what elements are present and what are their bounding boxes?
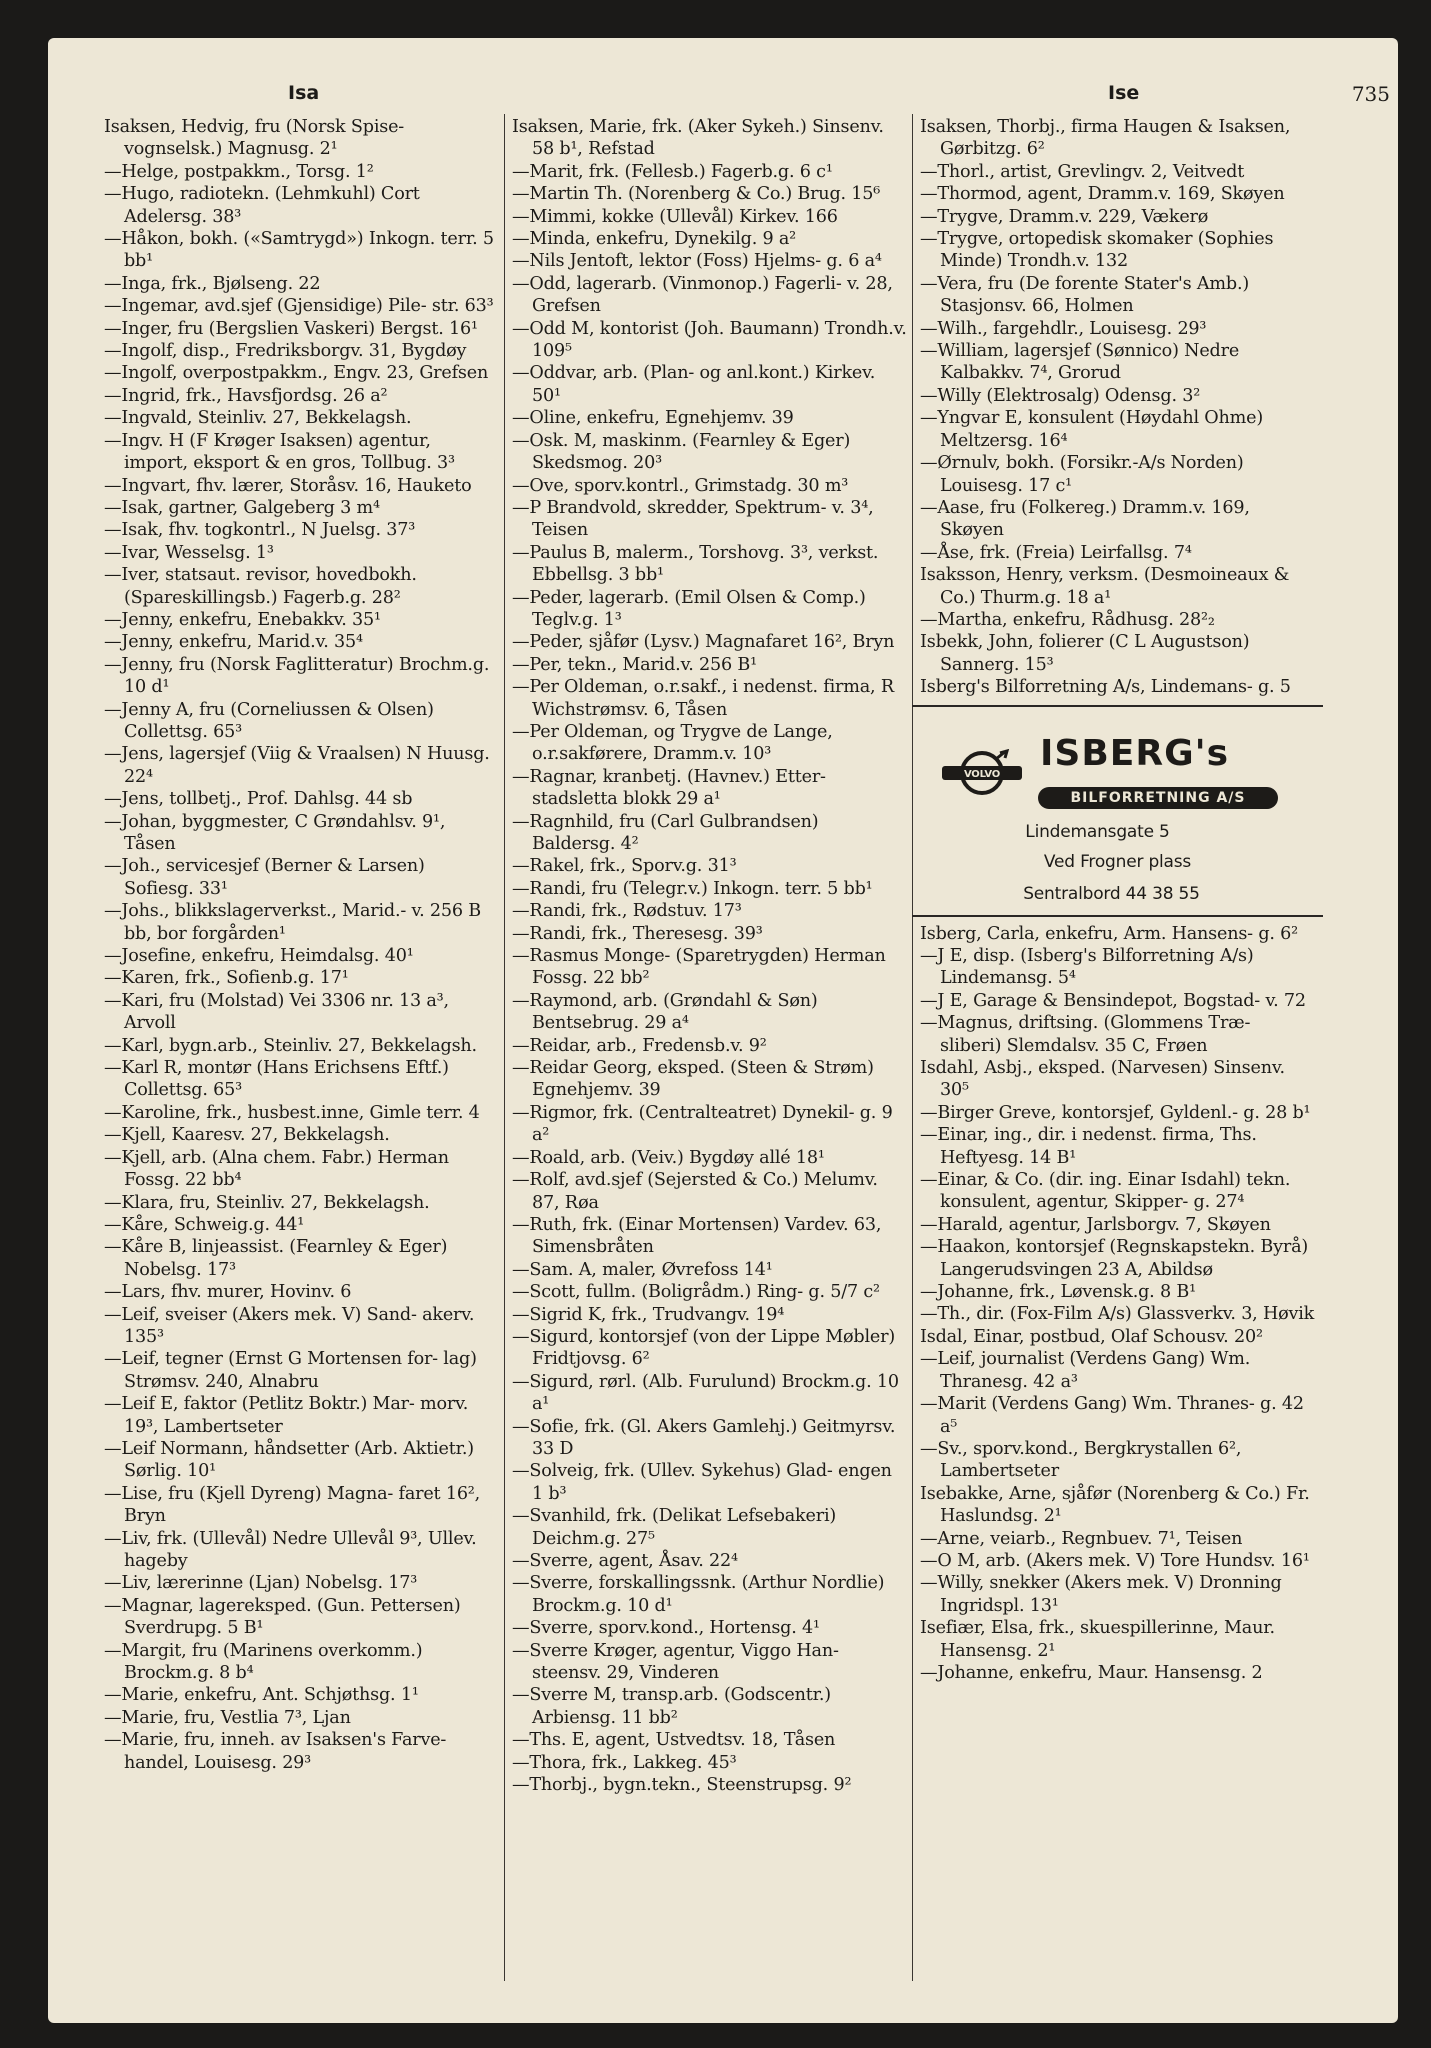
directory-entry: Isaksson, Henry, verksm. (Desmoineaux & Co.) Thurm.g. 18 a¹: [920, 565, 1290, 608]
directory-entry: Isebakke, Arne, sjåfør (Norenberg & Co.) Fr. Haslundsg. 2¹: [920, 1483, 1310, 1527]
directory-entry: —Ingrid, frk., Havsfjordsg. 26 a²: [104, 385, 388, 406]
directory-entry: —Ove, sporv.kontrl., Grimstadg. 30 m³: [512, 475, 849, 496]
directory-entry: —Randi, frk., Theresesg. 39³: [512, 923, 763, 944]
emblem-text: VOLVO: [963, 768, 1001, 780]
directory-entry: —Jens, tollbetj., Prof. Dahlsg. 44 sb: [104, 789, 413, 810]
column-divider: [912, 114, 913, 1981]
ad-address: Lindemansgate 5: [1025, 821, 1170, 842]
running-head-right: Ise: [1108, 82, 1140, 104]
directory-entry: —Reidar Georg, eksped. (Steen & Strøm) Egnehjemv. 39: [512, 1058, 874, 1101]
directory-entry: —Thormod, agent, Dramm.v. 169, Skøyen: [920, 184, 1285, 205]
directory-entry: —Sam. A, maler, Øvrefoss 14¹: [512, 1259, 773, 1280]
directory-entry: —Per, tekn., Marid.v. 256 B¹: [512, 654, 757, 675]
directory-entry: —O M, arb. (Akers mek. V) Tore Hundsv. 16¹: [920, 1550, 1310, 1571]
directory-entry: —Raymond, arb. (Grøndahl & Søn) Bentsebrug. 29 a⁴: [512, 990, 818, 1034]
directory-entry: —Einar, ing., dir. i nedenst. firma, Ths. Heftyesg. 14 B¹: [920, 1125, 1257, 1168]
directory-entry: —Solveig, frk. (Ullev. Sykehus) Glad- engen 1 b³: [512, 1461, 892, 1504]
column-1: [104, 116, 499, 1774]
directory-entry: —Ørnulv, bokh. (Forsikr.-A/s Norden) Louisesg. 17 c¹: [920, 453, 1244, 496]
directory-entry: —Rakel, frk., Sporv.g. 31³: [512, 856, 737, 877]
directory-entry: —Einar, & Co. (dir. ing. Einar Isdahl) tekn. konsulent, agentur, Skipper- g. 27⁴: [920, 1170, 1291, 1213]
directory-entry: —Per Oldeman, og Trygve de Lange, o.r.sakførere, Dramm.v. 10³: [512, 721, 833, 765]
directory-entry: —Margit, fru (Marinens overkomm.) Brockm.g. 8 b⁴: [104, 1640, 423, 1684]
directory-entry: —Sverre, agent, Åsav. 22⁴: [512, 1551, 738, 1571]
directory-entry: —Johanne, frk., Løvensk.g. 8 B¹: [920, 1282, 1196, 1303]
directory-entry: —Rolf, avd.sjef (Sejersted & Co.) Melumv. 87, Røa: [512, 1170, 878, 1213]
page-number: 735: [1351, 82, 1390, 106]
directory-entry: —Oddvar, arb. (Plan- og anl.kont.) Kirkev. 50¹: [512, 363, 876, 406]
directory-entry: —Sverre Krøger, agentur, Viggo Han- steensv. 29, Vinderen: [512, 1640, 839, 1684]
directory-entry: —Randi, frk., Rødstuv. 17³: [512, 901, 742, 922]
directory-entry: —Kjell, Kaaresv. 27, Bekkelagsh.: [104, 1125, 390, 1146]
directory-entry: —Jens, lagersjef (Viig & Vraalsen) N Huusg. 22⁴: [104, 744, 490, 787]
directory-entry: Isdal, Einar, postbud, Olaf Schousv. 20²: [920, 1326, 1263, 1347]
running-head-left: Isa: [288, 82, 320, 104]
directory-entry: —Liv, frk. (Ullevål) Nedre Ullevål 9³, Ullev. hageby: [104, 1528, 477, 1571]
directory-entry: —Karoline, frk., husbest.inne, Gimle terr. 4: [104, 1102, 480, 1123]
directory-entry: —J E, Garage & Bensindepot, Bogstad- v. 72: [920, 990, 1306, 1011]
directory-entry: —Reidar, arb., Fredensb.v. 9²: [512, 1035, 767, 1056]
directory-entry: Isefiær, Elsa, frk., skuespillerinne, Maur. Hansensg. 2¹: [920, 1618, 1275, 1661]
directory-entry: —Per Oldeman, o.r.sakf., i nedenst. firma, R Wichstrømsv. 6, Tåsen: [512, 677, 894, 720]
directory-entry: Isberg's Bilforretning A/s, Lindemans- g. 5: [920, 677, 1291, 698]
directory-entry: —Kjell, arb. (Alna chem. Fabr.) Herman Fossg. 22 bb⁴: [104, 1147, 449, 1191]
ad-phone: Sentralbord 44 38 55: [1023, 883, 1200, 904]
directory-entry: —Åse, frk. (Freia) Leirfallsg. 7⁴: [920, 542, 1192, 563]
directory-entry: —Rigmor, frk. (Centralteatret) Dynekil- g. 9 a²: [512, 1102, 893, 1146]
directory-entry: —Isak, fhv. togkontrl., N Juelsg. 37³: [104, 520, 416, 541]
directory-entry: —Birger Greve, kontorsjef, Gyldenl.- g. 28 b¹: [920, 1102, 1311, 1123]
directory-entry: —Jenny A, fru (Corneliussen & Olsen) Collettsg. 65³: [104, 699, 434, 742]
directory-entry: —Sigurd, kontorsjef (von der Lippe Møbler) Fridtjovsg. 6²: [512, 1326, 896, 1370]
directory-entry: —Kåre B, linjeassist. (Fearnley & Eger) Nobelsg. 17³: [104, 1237, 448, 1280]
directory-entry: —Nils Jentoft, lektor (Foss) Hjelms- g. 6 a⁴: [512, 251, 882, 272]
directory-entry: —Magnus, driftsing. (Glommens Træ- sliberi) Slemdalsv. 35 C, Frøen: [920, 1013, 1251, 1056]
directory-entry: —Svanhild, frk. (Delikat Lefsebakeri) Deichm.g. 27⁵: [512, 1506, 837, 1549]
column-divider: [504, 114, 505, 1981]
directory-entry: —Sverre, forskallingssnk. (Arthur Nordlie) Brockm.g. 10 d¹: [512, 1573, 885, 1616]
directory-entry: —Inger, fru (Bergslien Vaskeri) Bergst. 16¹: [104, 318, 478, 339]
directory-entry: —Peder, lagerarb. (Emil Olsen & Comp.) Teglv.g. 1³: [512, 587, 866, 630]
directory-entry: —William, lagersjef (Sønnico) Nedre Kalbakkv. 7⁴, Grorud: [920, 341, 1240, 384]
directory-entry: —Ruth, frk. (Einar Mortensen) Vardev. 63, Simensbråten: [512, 1214, 882, 1258]
directory-entry: —Wilh., fargehdlr., Louisesg. 29³: [920, 318, 1207, 339]
directory-entry: —Kari, fru (Molstad) Vei 3306 nr. 13 a³, Arvoll: [104, 990, 449, 1034]
directory-entry: —Aase, fru (Folkereg.) Dramm.v. 169, Skøyen: [920, 497, 1250, 541]
directory-entry: —Marie, fru, inneh. av Isaksen's Farve- handel, Louisesg. 29³: [104, 1730, 447, 1773]
directory-entry: —Lise, fru (Kjell Dyreng) Magna- faret 16², Bryn: [104, 1483, 481, 1527]
directory-entry: —Ingolf, overpostpakkm., Engv. 23, Grefsen: [104, 363, 489, 384]
directory-entry: —Thora, frk., Lakkeg. 45³: [512, 1752, 737, 1773]
directory-entry: —Yngvar E, konsulent (Høydahl Ohme) Meltzersg. 16⁴: [920, 408, 1263, 451]
directory-entry: —Th., dir. (Fox-Film A/s) Glassverkv. 3, Høvik: [920, 1304, 1315, 1325]
directory-entry: —Rasmus Monge- (Sparetrygden) Herman Fossg. 22 bb²: [512, 946, 886, 989]
directory-entry: —Sv., sporv.kond., Bergkrystallen 6², Lambertseter: [920, 1438, 1242, 1482]
directory-entry: —Randi, fru (Telegr.v.) Inkogn. terr. 5 bb¹: [512, 878, 873, 899]
column-2: [512, 116, 907, 1796]
directory-entry: —Karen, frk., Sofienb.g. 17¹: [104, 968, 349, 989]
directory-entry: —Roald, arb. (Veiv.) Bygdøy allé 18¹: [512, 1147, 825, 1168]
directory-page: [48, 38, 1398, 2023]
directory-entry: —Ivar, Wesselsg. 1³: [104, 542, 274, 563]
directory-entry: —Ingemar, avd.sjef (Gjensidige) Pile- str. 63³: [104, 296, 494, 317]
directory-entry: —Liv, lærerinne (Ljan) Nobelsg. 17³: [104, 1573, 418, 1594]
directory-entry: —Marit (Verdens Gang) Wm. Thranes- g. 42 a⁵: [920, 1394, 1304, 1437]
directory-entry: —Ths. E, agent, Ustvedtsv. 18, Tåsen: [512, 1730, 836, 1751]
directory-entry: —Sigrid K, frk., Trudvangv. 19⁴: [512, 1304, 785, 1325]
directory-entry: —Harald, agentur, Jarlsborgv. 7, Skøyen: [920, 1214, 1271, 1235]
directory-entry: —Magnar, lagereksped. (Gun. Pettersen) Sverdrupg. 5 B¹: [104, 1595, 461, 1639]
directory-entry: —Johanne, enkefru, Maur. Hansensg. 2: [920, 1662, 1263, 1683]
directory-entry: —Marie, fru, Vestlia 7³, Ljan: [104, 1707, 351, 1728]
column-3-top: [920, 116, 1315, 699]
directory-entry: —Minda, enkefru, Dynekilg. 9 a²: [512, 229, 797, 250]
directory-entry: —Inga, frk., Bjølseng. 22: [104, 273, 321, 294]
directory-entry: —J E, disp. (Isberg's Bilforretning A/s) Lindemansg. 5⁴: [920, 945, 1254, 989]
directory-entry: —Iver, statsaut. revisor, hovedbokh. (Spareskillingsb.) Fagerb.g. 28²: [104, 565, 417, 608]
directory-entry: —Paulus B, malerm., Torshovg. 3³, verkst. Ebbellsg. 3 bb¹: [512, 542, 879, 586]
directory-entry: —Hugo, radiotekn. (Lehmkuhl) Cort Adelersg. 38³: [104, 184, 420, 227]
directory-entry: —Odd M, kontorist (Joh. Baumann) Trondh.v. 109⁵: [512, 318, 907, 362]
directory-entry: —Karl, bygn.arb., Steinliv. 27, Bekkelagsh.: [104, 1035, 477, 1056]
isberg-advertisement: [912, 705, 1323, 917]
directory-entry: —Osk. M, maskinm. (Fearnley & Eger) Skedsmog. 20³: [512, 430, 851, 474]
directory-entry: —Trygve, ortopedisk skomaker (Sophies Minde) Trondh.v. 132: [920, 229, 1274, 272]
directory-entry: —Leif E, faktor (Petlitz Boktr.) Mar- morv. 19³, Lambertseter: [104, 1394, 469, 1437]
directory-entry: —Leif, tegner (Ernst G Mortensen for- lag) Strømsv. 240, Alnabru: [104, 1349, 477, 1392]
directory-entry: —Marit, frk. (Fellesb.) Fagerb.g. 6 c¹: [512, 161, 833, 182]
directory-entry: —P Brandvold, skredder, Spektrum- v. 3⁴, Teisen: [512, 497, 874, 541]
directory-entry: —Oline, enkefru, Egnehjemv. 39: [512, 408, 794, 429]
directory-entry: —Mimmi, kokke (Ullevål) Kirkev. 166: [512, 206, 838, 227]
directory-entry: —Isak, gartner, Galgeberg 3 m⁴: [104, 497, 380, 518]
directory-entry: —Scott, fullm. (Boligrådm.) Ring- g. 5/7 c²: [512, 1282, 880, 1303]
directory-entry: —Ragnar, kranbetj. (Havnev.) Etter- stadsletta blokk 29 a¹: [512, 766, 826, 810]
directory-entry: —Sofie, frk. (Gl. Akers Gamlehj.) Geitmyrsv. 33 D: [512, 1416, 896, 1459]
directory-entry: —Leif, journalist (Verdens Gang) Wm. Thranesg. 42 a³: [920, 1349, 1251, 1392]
directory-entry: —Haakon, kontorsjef (Regnskapstekn. Byrå) Langerudsvingen 23 A, Abildsø: [920, 1237, 1309, 1280]
directory-entry: —Sigurd, rørl. (Alb. Furulund) Brockm.g. 10 a¹: [512, 1371, 899, 1415]
directory-entry: —Vera, fru (De forente Stater's Amb.) Stasjonsv. 66, Holmen: [920, 273, 1250, 317]
directory-entry: —Martin Th. (Norenberg & Co.) Brug. 15⁶: [512, 184, 881, 205]
directory-entry: —Odd, lagerarb. (Vinmonop.) Fagerli- v. 28, Grefsen: [512, 273, 893, 317]
ad-logo: [936, 732, 1276, 806]
directory-entry: —Marie, enkefru, Ant. Schjøthsg. 1¹: [104, 1685, 419, 1706]
column-3: [920, 116, 1315, 1684]
directory-entry: —Helge, postpakkm., Torsg. 1²: [104, 161, 374, 182]
directory-entry: —Thorl., artist, Grevlingv. 2, Veitvedt: [920, 161, 1245, 182]
directory-entry: Isberg, Carla, enkefru, Arm. Hansens- g. 6²: [920, 923, 1299, 944]
directory-entry: —Håkon, bokh. («Samtrygd») Inkogn. terr. 5 bb¹: [104, 229, 494, 272]
directory-entry: Isaksen, Thorbj., firma Haugen & Isaksen, Gørbitzg. 6²: [920, 117, 1291, 160]
ad-title: ISBERG's: [1040, 732, 1230, 774]
directory-entry: —Ingvald, Steinliv. 27, Bekkelagsh.: [104, 408, 412, 429]
directory-entry: —Johan, byggmester, C Grøndahlsv. 9¹, Tåsen: [104, 811, 446, 854]
column-3-bottom: [920, 923, 1315, 1685]
directory-entry: —Johs., blikkslagerverkst., Marid.- v. 256 B bb, bor forgården¹: [104, 901, 482, 944]
directory-entry: —Klara, fru, Steinliv. 27, Bekkelagsh.: [104, 1192, 430, 1213]
directory-entry: —Ingv. H (F Krøger Isaksen) agentur, import, eksport & en gros, Tollbug. 3³: [104, 430, 455, 474]
directory-entry: Isaksen, Marie, frk. (Aker Sykeh.) Sinsenv. 58 b¹, Refstad: [512, 117, 884, 160]
directory-entry: —Arne, veiarb., Regnbuev. 7¹, Teisen: [920, 1528, 1243, 1549]
directory-entry: Isdahl, Asbj., eksped. (Narvesen) Sinsenv. 30⁵: [920, 1058, 1285, 1101]
directory-entry: —Kåre, Schweig.g. 44¹: [104, 1214, 305, 1235]
directory-entry: —Sverre M, transp.arb. (Godscentr.) Arbiensg. 11 bb²: [512, 1685, 831, 1728]
directory-entry: —Ingvart, fhv. lærer, Storåsv. 16, Hauketo: [104, 475, 472, 496]
directory-entry: —Trygve, Dramm.v. 229, Vækerø: [920, 206, 1209, 227]
directory-entry: —Ingolf, disp., Fredriksborgv. 31, Bygdøy: [104, 341, 467, 362]
directory-entry: Isbekk, John, folierer (C L Augustson) Sannerg. 15³: [920, 632, 1250, 675]
directory-entry: —Karl R, montør (Hans Erichsens Eftf.) Collettsg. 65³: [104, 1058, 449, 1101]
directory-entry: —Leif, sveiser (Akers mek. V) Sand- akerv. 135³: [104, 1304, 475, 1347]
directory-entry: —Peder, sjåfør (Lysv.) Magnafaret 16², Bryn: [512, 632, 895, 653]
directory-entry: —Martha, enkefru, Rådhusg. 28²₂: [920, 609, 1215, 630]
directory-entry: Isaksen, Hedvig, fru (Norsk Spise- vognselsk.) Magnusg. 2¹: [104, 117, 405, 160]
directory-entry: —Leif Normann, håndsetter (Arb. Aktietr.) Sørlig. 10¹: [104, 1438, 474, 1482]
directory-entry: —Jenny, enkefru, Enebakkv. 35¹: [104, 609, 381, 630]
directory-entry: —Josefine, enkefru, Heimdalsg. 40¹: [104, 946, 414, 967]
ad-location: Ved Frogner plass: [1043, 851, 1192, 872]
directory-entry: —Jenny, fru (Norsk Faglitteratur) Brochm.g. 10 d¹: [104, 654, 490, 698]
directory-entry: —Thorbj., bygn.tekn., Steenstrupsg. 9²: [512, 1775, 852, 1796]
directory-entry: —Jenny, enkefru, Marid.v. 35⁴: [104, 632, 363, 653]
volvo-emblem-icon: [936, 749, 1028, 797]
ad-subtitle-bar: BILFORRETNING A/S: [1038, 787, 1278, 809]
directory-entry: —Ragnhild, fru (Carl Gulbrandsen) Baldersg. 4²: [512, 811, 819, 854]
directory-entry: —Willy, snekker (Akers mek. V) Dronning Ingridspl. 13¹: [920, 1573, 1282, 1616]
directory-entry: —Lars, fhv. murer, Hovinv. 6: [104, 1282, 352, 1303]
directory-entry: —Joh., servicesjef (Berner & Larsen) Sofiesg. 33¹: [104, 856, 425, 899]
directory-entry: —Sverre, sporv.kond., Hortensg. 4¹: [512, 1618, 820, 1639]
directory-entry: —Willy (Elektrosalg) Odensg. 3²: [920, 385, 1201, 406]
